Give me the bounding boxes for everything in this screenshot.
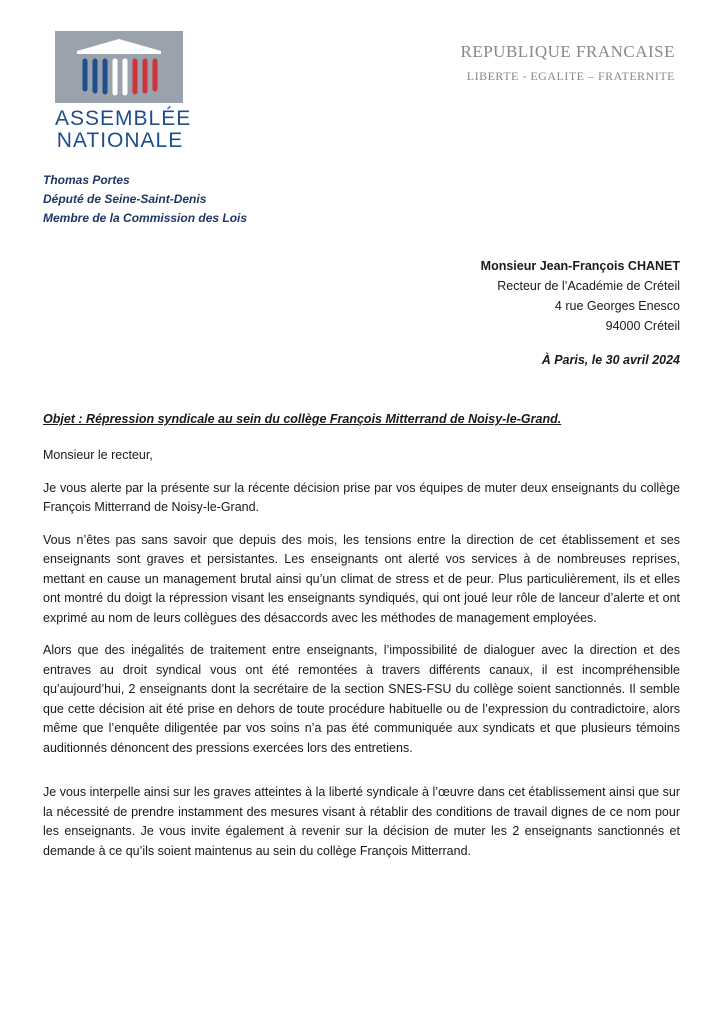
letter-subject: Objet : Répression syndicale au sein du collège François Mitterrand de Noisy-le-Grand. <box>43 412 562 426</box>
letter-greeting: Monsieur le recteur, <box>43 448 153 462</box>
body-paragraph-4: Je vous interpelle ainsi sur les graves atteintes à la liberté syndicale à l’œuvre dans cet établissement ainsi que sur la nécessité de prendre instamment des mesures visant à rétablir des conditions de travail dignes de ce nom pour les enseignants. Je vous invite également à revenir sur la décision de muter les 2 enseignants sanctionnés et demande à ce qu’ils soient maintenus au sein du collège François Mitterrand. <box>43 785 680 858</box>
hemicycle-icon <box>55 31 183 103</box>
body-paragraph-3: Alors que des inégalités de traitement entre enseignants, l’impossibilité de dialoguer avec la direction et des entraves au droit syndical vous ont été remontées à travers différents canaux, il est incompréhensible qu’aujourd’hui, 2 enseignants dont la secrétaire de la section SNES-FSU du collège soient sanctionnés. Il semble que cette décision ait été prise en dehors de toute procédure habituelle ou de l’expression du contradictoire, alors même que l’enquête diligentée par vos soins n’a pas été communiquée aux syndicats et que plusieurs témoins auditionnés dénoncent des pressions exercées lors des entretiens. <box>43 643 680 755</box>
letter-date: À Paris, le 30 avril 2024 <box>541 353 680 367</box>
recipient-street: 4 rue Georges Enesco <box>554 299 680 313</box>
hemicycle-emblem <box>55 31 183 103</box>
letter-body <box>43 446 680 861</box>
recipient-title: Recteur de l’Académie de Créteil <box>497 279 680 293</box>
sender-role: Député de Seine-Saint-Denis <box>43 192 207 206</box>
recipient-city: 94000 Créteil <box>605 319 680 333</box>
logo-word-nationale: NATIONALE <box>56 129 184 152</box>
recipient-name: Monsieur Jean-François CHANET <box>480 259 680 273</box>
republic-header <box>461 42 676 84</box>
sender-name: Thomas Portes <box>43 173 130 187</box>
republic-motto: LIBERTE - EGALITE – FRATERNITE <box>466 69 675 83</box>
republic-title: REPUBLIQUE FRANCAISE <box>460 42 675 61</box>
assemblee-nationale-logo <box>55 31 192 152</box>
body-paragraph-2: Vous n’êtes pas sans savoir que depuis des mois, les tensions entre la direction de cet établissement et ses enseignants sont graves et persistantes. Les enseignants ont alerté vos services à de nombreuses reprises, mettant en cause un management brutal ainsi qu’un climat de stress et de peur. Plus particulièrement, ils et elles ont montré du doigt la répression visant les enseignants syndiqués, qui ont joué leur rôle de lanceur d’alerte et ont exprimé au nom de leurs collègues des désaccords avec les méthodes de management employées. <box>43 532 680 625</box>
sender-commission: Membre de la Commission des Lois <box>43 211 248 225</box>
body-paragraph-1: Je vous alerte par la présente sur la récente décision prise par vos équipes de muter deux enseignants du collège François Mitterrand de Noisy-le-Grand. <box>43 480 680 514</box>
sender-block <box>43 171 247 228</box>
logo-word-assemblee: ASSEMBLÉE <box>55 107 192 130</box>
recipient-block <box>481 256 680 336</box>
